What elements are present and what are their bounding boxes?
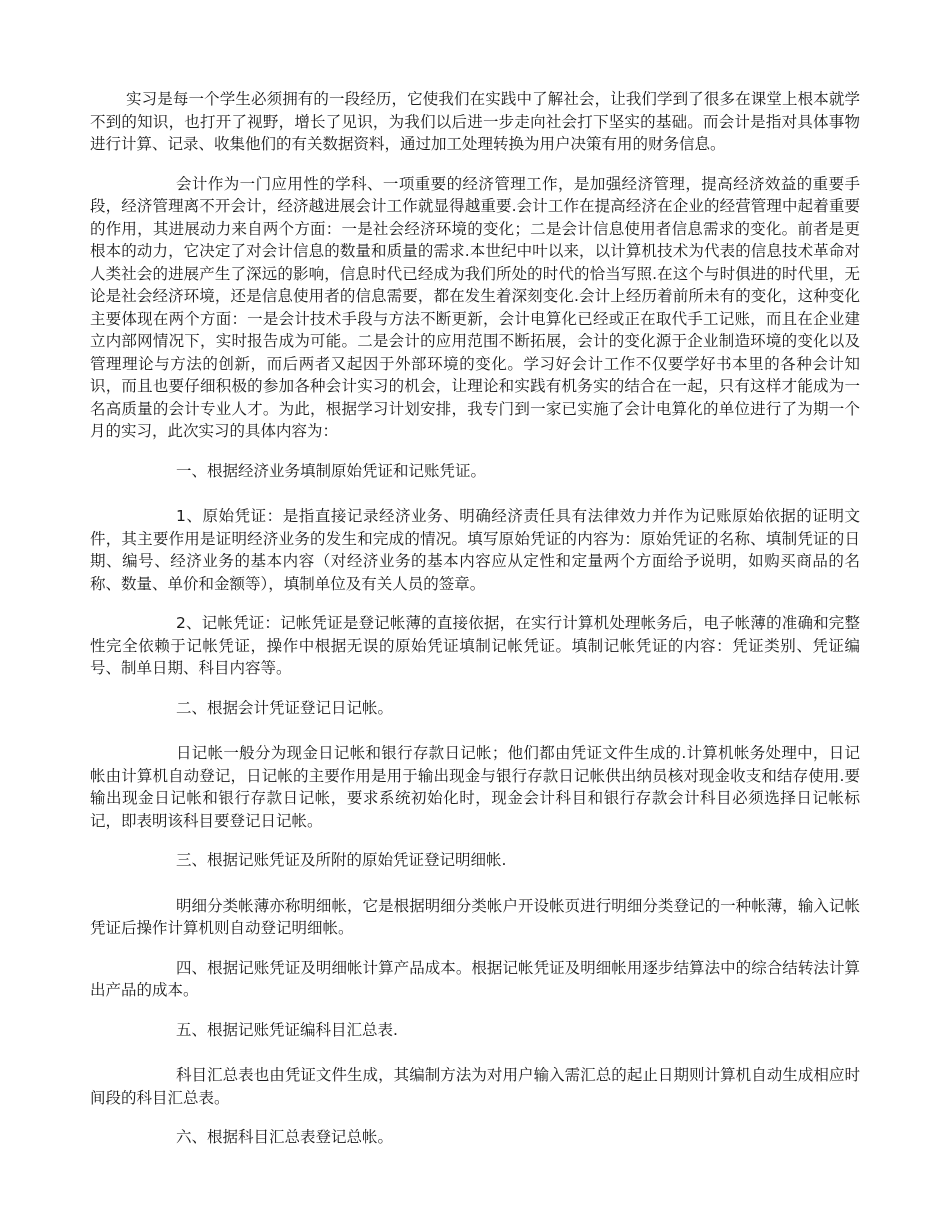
document-body <box>90 88 860 1166</box>
section-heading-3: 三、根据记账凭证及所附的原始凭证登记明细帐. <box>176 851 507 869</box>
original-voucher-paragraph: 1、原始凭证：是指直接记录经济业务、明确经济责任具有法律效力并作为记账原始依据的证明文件，其主要作用是证明经济业务的发生和完成的情况。填写原始凭证的内容为：原始凭证的名称、填制凭证的日期、编号、经济业务的基本内容（对经济业务的基本内容应从定性和定量两个方面给予说明，如购买商品的名称、数量、单价和金额等），填制单位及有关人员的签章。 <box>90 507 860 593</box>
section-heading-4-cost: 四、根据记账凭证及明细帐计算产品成本。根据记帐凭证及明细帐用逐步结算法中的综合结转法计算出产品的成本。 <box>90 958 860 999</box>
bookkeeping-voucher-paragraph: 2、记帐凭证：记帐凭证是登记帐薄的直接依据，在实行计算机处理帐务后，电子帐薄的准确和完整性完全依赖于记帐凭证，操作中根据无误的原始凭证填制记帐凭证。填制记帐凭证的内容：凭证类别、凭证编号、制单日期、科目内容等。 <box>90 614 860 677</box>
section-heading-1: 一、根据经济业务填制原始凭证和记账凭证。 <box>176 461 487 480</box>
accounting-background-paragraph: 会计作为一门应用性的学科、一项重要的经济管理工作，是加强经济管理，提高经济效益的重要手段，经济管理离不开会计，经济越进展会计工作就显得越重要.会计工作在提高经济在企业的经营管理中起着重要的作用，其进展动力来自两个方面：一是社会经济环境的变化；二是会计信息使用者信息需求的变化。前者是更根本的动力，它决定了对会计信息的数量和质量的需求.本世纪中叶以来，以计算机技术为代表的信息技术革命对人类社会的进展产生了深远的影响，信息时代已经成为我们所处的时代的恰当写照.在这个与时俱进的时代里，无论是社会经济环境，还是信息使用者的信息需要，都在发生着深刻变化.会计上经历着前所未有的变化，这种变化主要体现在两个方面：一是会计技术手段与方法不断更新，会计电算化已经或正在取代手工记账，而且在企业建立内部网情况下，实时报告成为可能。二是会计的应用范围不断拓展，会计的变化源于企业制造环境的变化以及管理理论与方法的创新，而后两者又起因于外部环境的变化。学习好会计工作不仅要学好书本里的各种会计知识，而且也要仔细积极的参加各种会计实习的机会，让理论和实践有机务实的结合在一起，只有这样才能成为一名高质量的会计专业人才。为此，根据学习计划安排，我专门到一家已实施了会计电算化的单位进行了为期一个月的实习，此次实习的具体内容为： <box>90 174 860 440</box>
journal-paragraph: 日记帐一般分为现金日记帐和银行存款日记帐；他们都由凭证文件生成的.计算机帐务处理中，日记帐由计算机自动登记，日记帐的主要作用是用于输出现金与银行存款日记帐供出纳员核对现金收支和结存使用.要输出现金日记帐和银行存款日记帐，要求系统初始化时，现金会计科目和银行存款会计科目必须选择日记帐标记，即表明该科目要登记日记帐。 <box>90 744 860 830</box>
intro-paragraph: 实习是每一个学生必须拥有的一段经历，它使我们在实践中了解社会，让我们学到了很多在课堂上根本就学不到的知识，也打开了视野，增长了见识，为我们以后进一步走向社会打下坚实的基础。而会计是指对具体事物进行计算、记录、收集他们的有关数据资料，通过加工处理转换为用户决策有用的财务信息。 <box>90 90 860 153</box>
section-heading-5: 五、根据记账凭证编科目汇总表. <box>176 1020 398 1039</box>
section-heading-2: 二、根据会计凭证登记日记帐。 <box>176 698 394 717</box>
section-heading-6: 六、根据科目汇总表登记总帐。 <box>176 1128 394 1146</box>
summary-table-paragraph: 科目汇总表也由凭证文件生成，其编制方法为对用户输入需汇总的起止日期则计算机自动生成相应时间段的科目汇总表。 <box>90 1066 860 1107</box>
detail-ledger-paragraph: 明细分类帐薄亦称明细帐，它是根据明细分类帐户开设帐页进行明细分类登记的一种帐薄，输入记帐凭证后操作计算机则自动登记明细帐。 <box>90 896 860 937</box>
